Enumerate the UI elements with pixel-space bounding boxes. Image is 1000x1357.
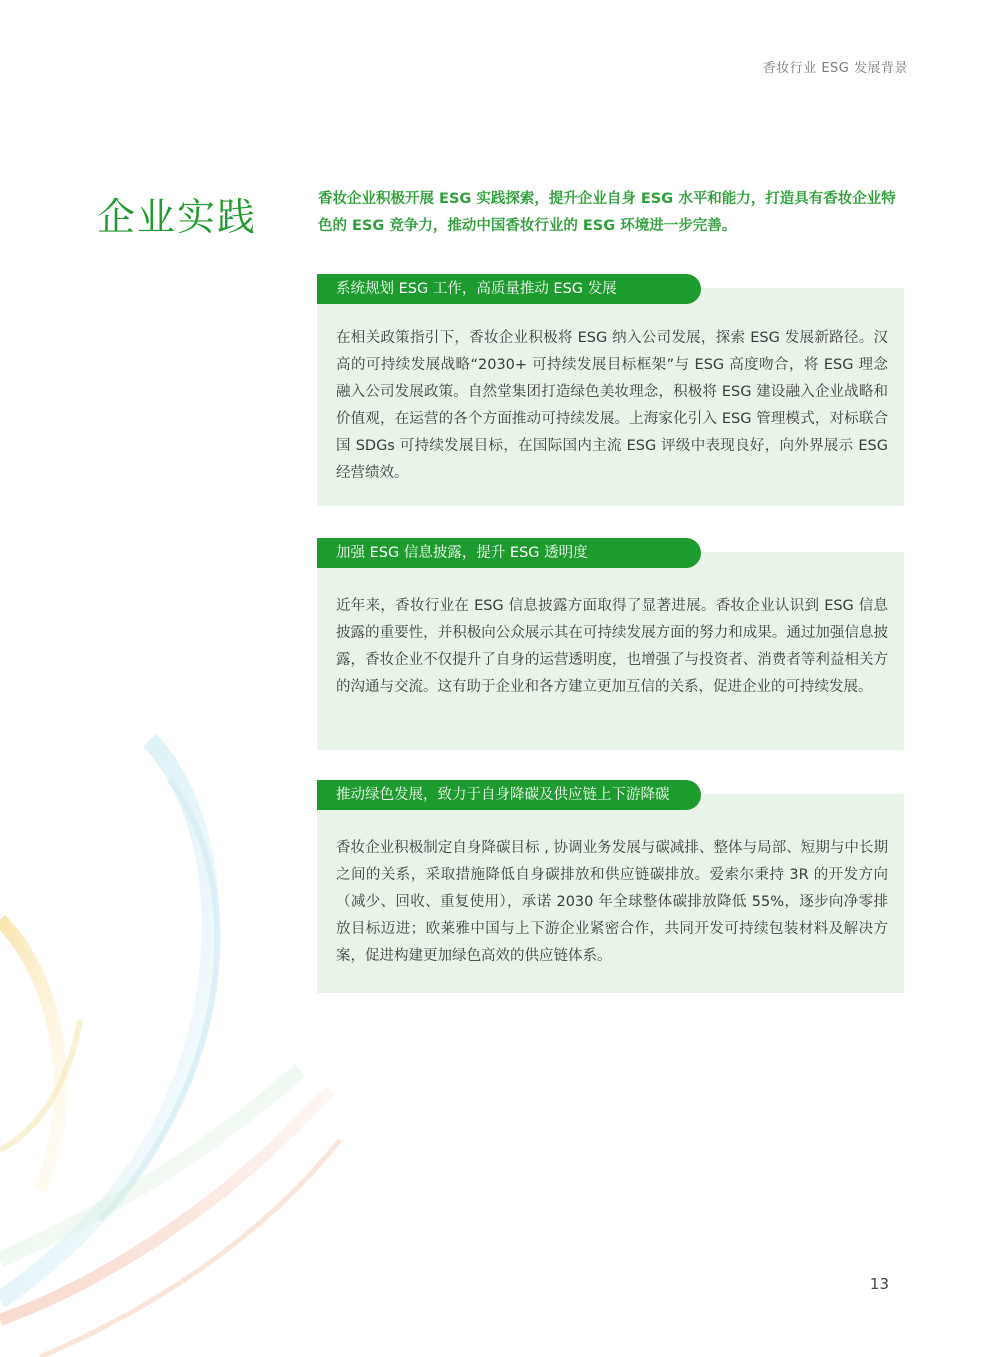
block-heading-tab: 系统规划 ESG 工作，高质量推动 ESG 发展	[317, 274, 701, 304]
decorative-swirl-graphic	[0, 720, 360, 1357]
block-paragraph: 在相关政策指引下，香妆企业积极将 ESG 纳入公司发展，探索 ESG 发展新路径。汉高的可持续发展战略“2030+ 可持续发展目标框架”与 ESG 高度吻合，将 ESG 理念融入公司发展政策。自然堂集团打造绿色美妆理念，积极将 ESG 建设融入企业战略和价值观，在运营的各个方面推动可持续发展。上海家化引入 ESG 管理模式，对标联合国 SDGs 可持续发展目标，在国际国内主流 ESG 评级中表现良好，向外界展示 ESG 经营绩效。	[336, 330, 888, 481]
section-intro: 香妆企业积极开展 ESG 实践探索，提升企业自身 ESG 水平和能力，打造具有香妆企业特色的 ESG 竞争力，推动中国香妆行业的 ESG 环境进一步完善。	[318, 191, 896, 234]
block-paragraph: 香妆企业积极制定自身降碳目标 , 协调业务发展与碳减排、整体与局部、短期与中长期之间的关系，采取措施降低自身碳排放和供应链碳排放。爱索尔秉持 3R 的开发方向（减少、回收、重复使用），承诺 2030 年全球整体碳排放降低 55%，逐步向净零排放目标迈进；欧莱雅中国与上下游企业紧密合作，共同开发可持续包装材料及解决方案，促进构建更加绿色高效的供应链体系。	[336, 840, 888, 964]
practice-block-3	[317, 780, 904, 993]
block-heading-tab: 加强 ESG 信息披露，提升 ESG 透明度	[317, 538, 701, 568]
running-header: 香妆行业 ESG 发展背景	[762, 61, 908, 76]
practice-block-2	[317, 538, 904, 750]
practice-block-1	[317, 274, 904, 506]
block-heading-tab: 推动绿色发展，致力于自身降碳及供应链上下游降碳	[317, 780, 701, 810]
section-title: 企业实践	[97, 195, 258, 239]
page-number: 13	[869, 1275, 889, 1293]
block-paragraph: 近年来，香妆行业在 ESG 信息披露方面取得了显著进展。香妆企业认识到 ESG 信息披露的重要性，并积极向公众展示其在可持续发展方面的努力和成果。通过加强信息披露，香妆企业不仅提升了自身的运营透明度，也增强了与投资者、消费者等利益相关方的沟通与交流。这有助于企业和各方建立更加互信的关系，促进企业的可持续发展。	[336, 598, 888, 695]
